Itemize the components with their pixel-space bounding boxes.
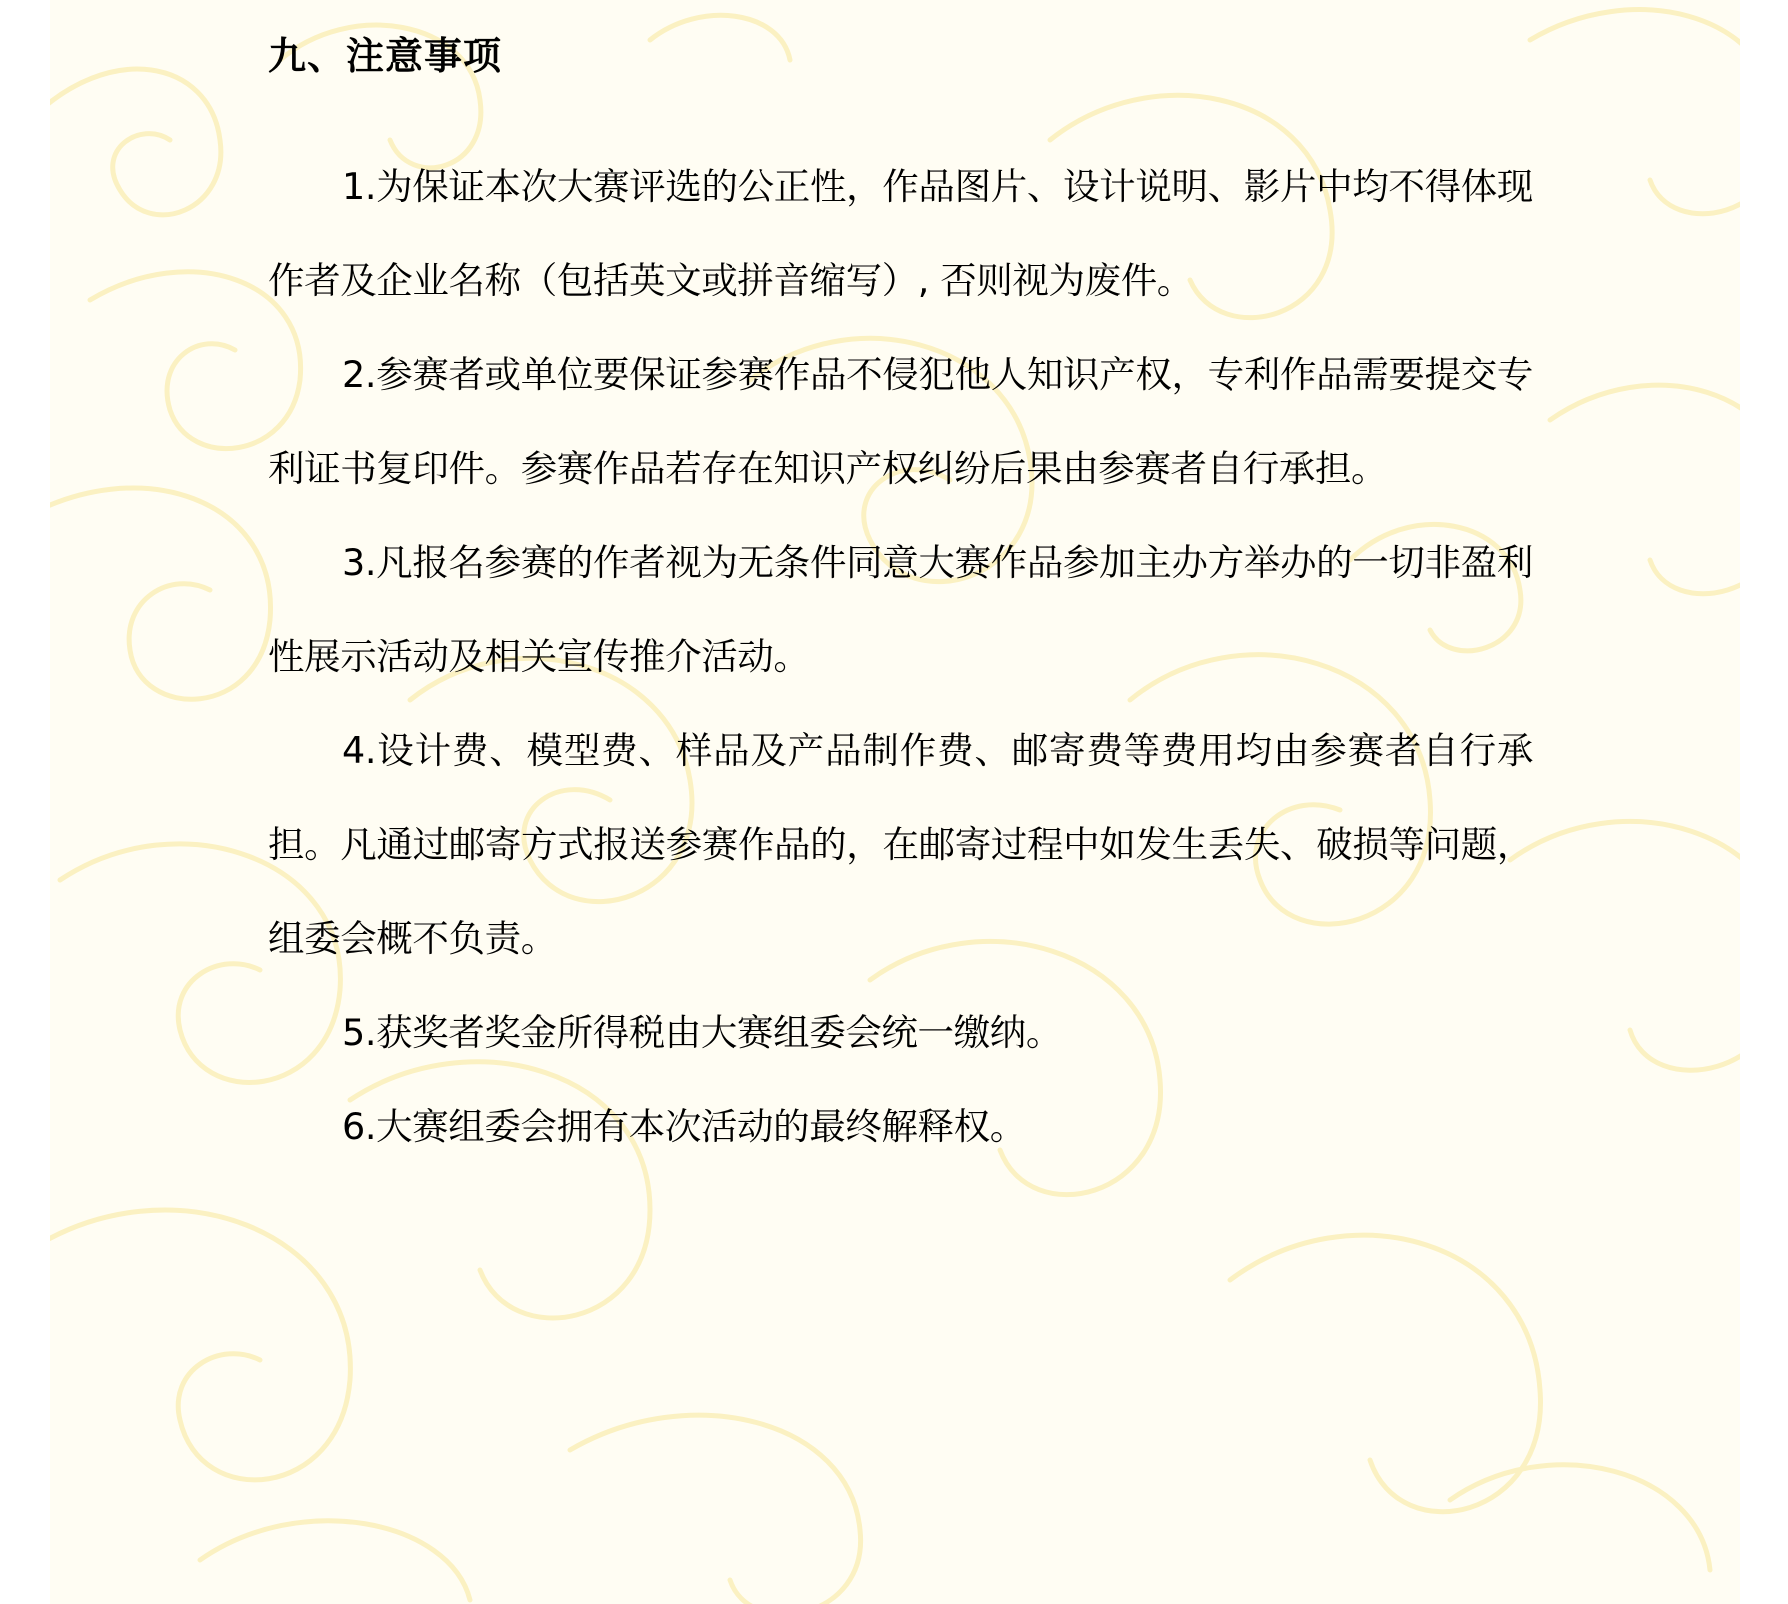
section-heading: 九、注意事项 <box>268 34 503 78</box>
notice-item-4: 4.设计费、模型费、样品及产品制作费、邮寄费等费用均由参赛者自行承担。凡通过邮寄方式报送参赛作品的，在邮寄过程中如发生丢失、破损等问题，组委会概不负责。 <box>268 729 1533 960</box>
notice-item-2: 2.参赛者或单位要保证参赛作品不侵犯他人知识产权，专利作品需要提交专利证书复印件。参赛作品若存在知识产权纠纷后果由参赛者自行承担。 <box>268 353 1533 490</box>
document-page <box>50 0 1740 1604</box>
notice-item-5: 5.获奖者奖金所得税由大赛组委会统一缴纳。 <box>342 1011 1062 1054</box>
notice-item-3: 3.凡报名参赛的作者视为无条件同意大赛作品参加主办方举办的一切非盈利性展示活动及相关宣传推介活动。 <box>268 541 1533 678</box>
notice-item-1: 1.为保证本次大赛评选的公正性，作品图片、设计说明、影片中均不得体现作者及企业名称（包括英文或拼音缩写）, 否则视为废件。 <box>268 165 1533 302</box>
notice-item-6: 6.大赛组委会拥有本次活动的最终解释权。 <box>342 1105 1026 1148</box>
notice-section <box>268 28 1533 1174</box>
